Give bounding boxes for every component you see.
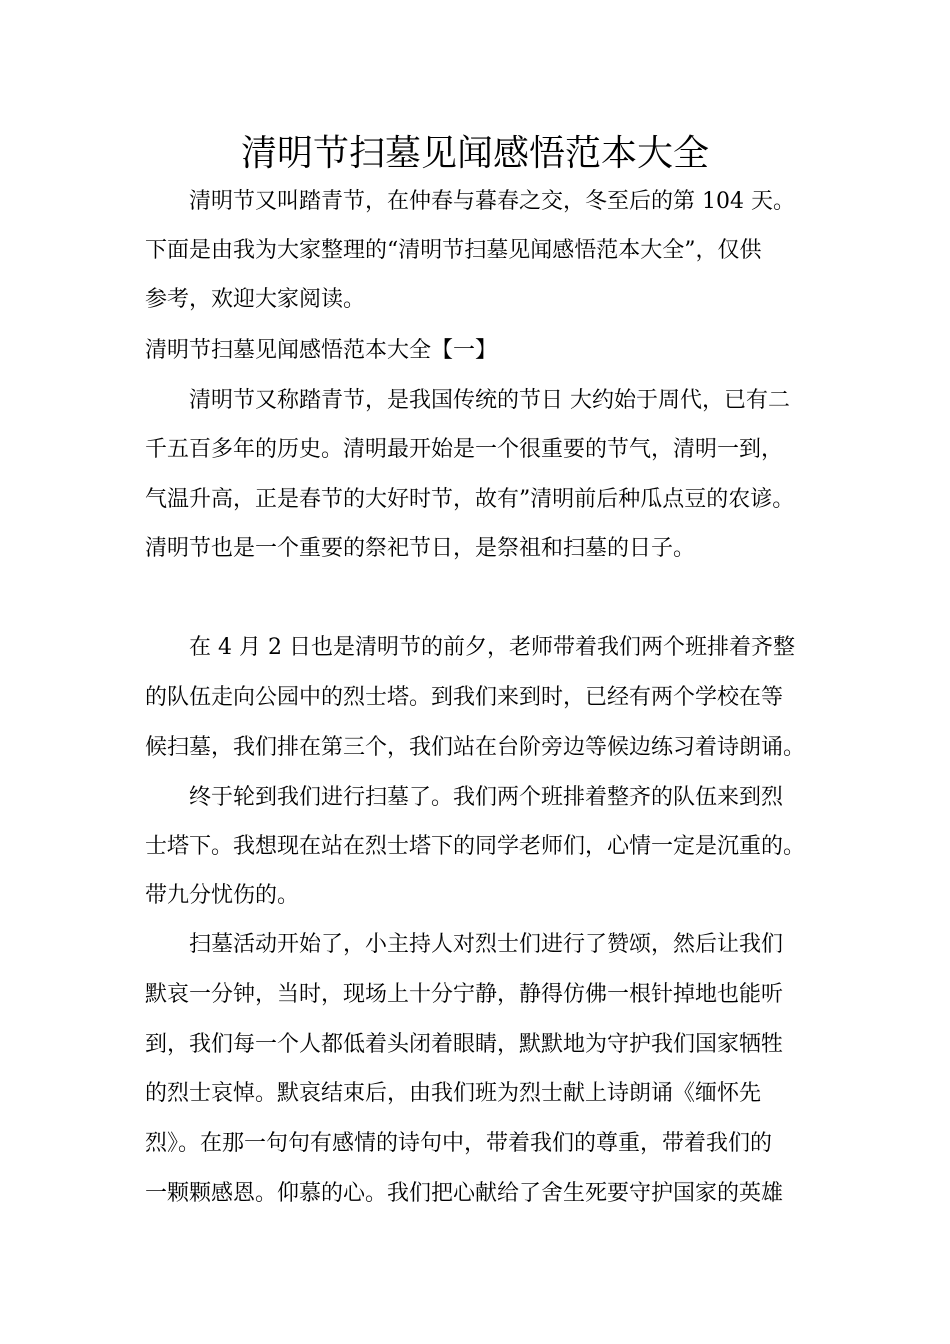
paragraph-line: 带九分忧伤的。 — [145, 883, 300, 908]
paragraph-line: 候扫墓，我们排在第三个，我们站在台阶旁边等候边练习着诗朗诵。 — [145, 735, 806, 760]
paragraph-line: 的队伍走向公园中的烈士塔。到我们来到时，已经有两个学校在等 — [145, 685, 784, 710]
paragraph-line: 气温升高，正是春节的大好时节，故有”清明前后种瓜点豆的农谚。 — [145, 487, 795, 512]
paragraph-line: 的烈士哀悼。默哀结束后，由我们班为烈士献上诗朗诵《缅怀先 — [145, 1081, 762, 1106]
paragraph-line: 士塔下。我想现在站在烈士塔下的同学老师们，心情一定是沉重的。 — [145, 834, 806, 859]
paragraph-line: 烈》。在那一句句有感情的诗句中，带着我们的尊重，带着我们的 — [145, 1131, 773, 1156]
paragraph-line: 在 4 月 2 日也是清明节的前夕，老师带着我们两个班排着齐整 — [189, 635, 795, 660]
intro-line: 下面是由我为大家整理的“清明节扫墓见闻感悟范本大全”，仅供 — [145, 238, 762, 263]
paragraph-line: 到，我们每一个人都低着头闭着眼睛，默默地为守护我们国家牺牲 — [145, 1032, 784, 1057]
intro-line: 清明节又叫踏青节，在仲春与暮春之交，冬至后的第 104 天。 — [189, 189, 795, 214]
document-title: 清明节扫墓见闻感悟范本大全 — [240, 133, 709, 174]
section-heading: 清明节扫墓见闻感悟范本大全【一】 — [145, 338, 498, 363]
paragraph-line: 终于轮到我们进行扫墓了。我们两个班排着整齐的队伍来到烈 — [189, 785, 784, 810]
paragraph-line: 千五百多年的历史。清明最开始是一个很重要的节气，清明一到， — [145, 437, 784, 462]
paragraph-line: 默哀一分钟，当时，现场上十分宁静，静得仿佛一根针掉地也能听 — [145, 982, 784, 1007]
paragraph-line: 扫墓活动开始了，小主持人对烈士们进行了赞颂，然后让我们 — [189, 932, 784, 957]
paragraph-line: 清明节又称踏青节，是我国传统的节日 大约始于周代，已有二 — [189, 388, 790, 413]
paragraph-line: 一颗颗感恩。仰慕的心。我们把心献给了舍生死要守护国家的英雄 — [145, 1181, 784, 1206]
intro-line: 参考，欢迎大家阅读。 — [145, 287, 366, 312]
paragraph-line: 清明节也是一个重要的祭祀节日，是祭祖和扫墓的日子。 — [145, 536, 696, 561]
